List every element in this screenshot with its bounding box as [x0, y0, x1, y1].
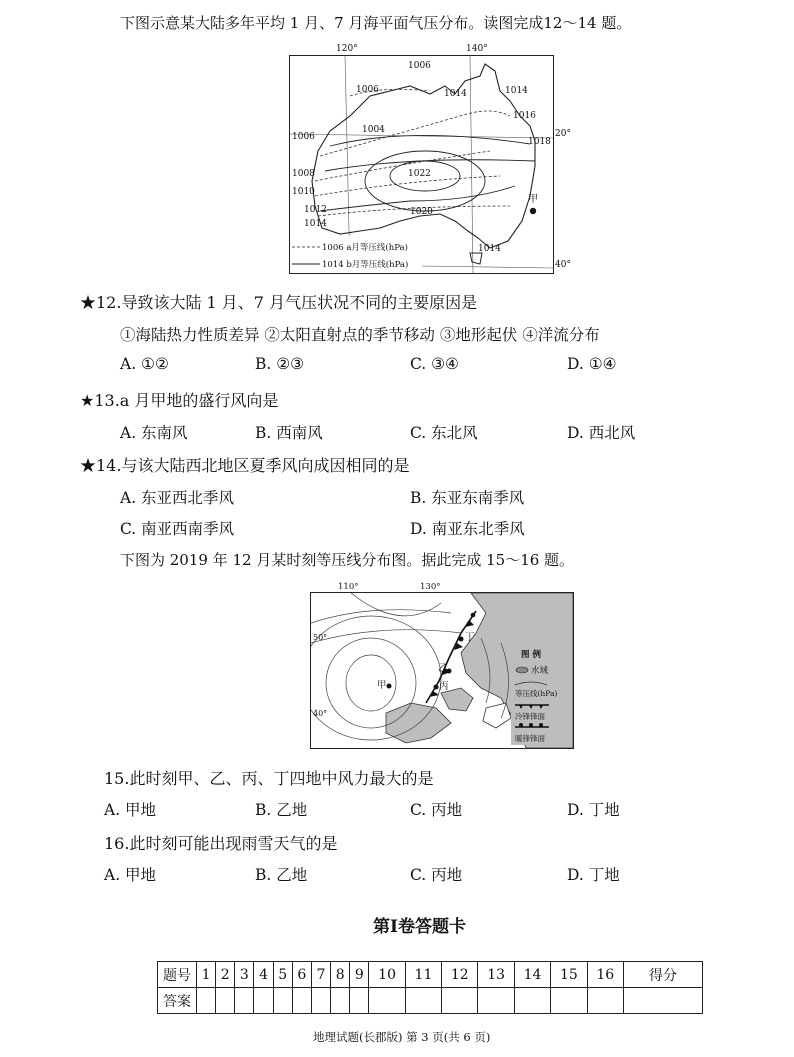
answer-card-title: 第Ⅰ卷答题卡	[373, 917, 466, 937]
east-asia-pressure-map	[310, 592, 574, 749]
answer-cell[interactable]	[197, 988, 216, 1014]
q13-option-a: A. 东南风	[120, 424, 188, 442]
answer-cell[interactable]	[311, 988, 330, 1014]
score-label: 得分	[624, 962, 703, 988]
q12-option-a: A. ①②	[120, 355, 169, 373]
lon-label-130: 130°	[420, 582, 441, 592]
lat-label-20: 20°	[555, 129, 571, 139]
answer-card-table	[157, 961, 703, 1014]
question-number-cell: 12	[442, 962, 478, 988]
question-number-cell: 16	[587, 962, 623, 988]
q13-option-b: B. 西南风	[255, 424, 323, 442]
answer-cell[interactable]	[587, 988, 623, 1014]
question-number-cell: 11	[405, 962, 441, 988]
answer-cell[interactable]	[551, 988, 587, 1014]
q15-option-b: B. 乙地	[255, 801, 308, 819]
lon-label-120: 120°	[336, 44, 358, 54]
question-number: ★14.	[80, 456, 122, 475]
question-13	[80, 388, 278, 411]
answer-card-answer-row	[158, 988, 703, 1014]
question-15	[104, 766, 433, 789]
question-number-cell: 15	[551, 962, 587, 988]
isobar-label: 1006	[356, 85, 379, 95]
isobar-1008	[315, 151, 490, 181]
row-label-number: 题号	[158, 962, 197, 988]
place-jia-dot	[530, 208, 536, 214]
question-stem: 此时刻可能出现雨雪天气的是	[129, 834, 338, 853]
q14-option-a: A. 东亚西北季风	[120, 489, 235, 507]
question-12-items: ①海陆热力性质差异 ②太阳直射点的季节移动 ③地形起伏 ④洋流分布	[120, 326, 600, 344]
answer-cell[interactable]	[369, 988, 405, 1014]
isobar-label: 1014	[505, 86, 528, 96]
isobar-label: 1014	[304, 219, 327, 229]
isobar	[311, 616, 441, 740]
continent-outline	[312, 64, 535, 248]
section2-intro: 下图为 2019 年 12 月某时刻等压线分布图。据此完成 15～16 题。	[120, 551, 575, 569]
place-ding-dot	[459, 637, 464, 642]
question-number: 15.	[104, 769, 130, 788]
isobar-label: 1014	[478, 244, 501, 254]
question-number-cell: 5	[273, 962, 292, 988]
question-stem: 此时刻甲、乙、丙、丁四地中风力最大的是	[129, 769, 434, 788]
q16-option-b: B. 乙地	[255, 866, 308, 884]
q15-option-c: C. 丙地	[410, 801, 463, 819]
lat-label-50: 50°	[313, 633, 328, 642]
question-number-cell: 13	[478, 962, 514, 988]
meridian-140	[470, 56, 473, 273]
isobar-label: 1004	[362, 125, 385, 135]
isobar	[351, 593, 441, 616]
place-yi-label: 乙	[438, 663, 448, 674]
isobar-label: 1022	[408, 169, 431, 179]
isobar-label: 1016	[513, 111, 536, 121]
isobar	[311, 630, 461, 643]
question-number-cell: 2	[216, 962, 235, 988]
question-number-cell: 10	[369, 962, 405, 988]
section1-intro: 下图示意某大陆多年平均 1 月、7 月海平面气压分布。读图完成12～14 题。	[120, 14, 632, 32]
question-stem: 与该大陆西北地区夏季风向成因相同的是	[121, 456, 410, 475]
legend-isobar: 等压线(hPa)	[515, 689, 558, 698]
answer-cell[interactable]	[442, 988, 478, 1014]
place-ding-label: 丁	[465, 632, 475, 643]
answer-card-number-row	[158, 962, 703, 988]
question-number-cell: 14	[514, 962, 550, 988]
isobar-label: 1006	[292, 132, 315, 142]
isobar-label: 1018	[528, 137, 551, 147]
isobar-label: 1006	[408, 61, 431, 71]
place-bing-dot	[434, 685, 439, 690]
question-stem: 导致该大陆 1 月、7 月气压状况不同的主要原因是	[121, 293, 478, 312]
question-number-cell: 3	[235, 962, 254, 988]
isobar-label: 1020	[410, 207, 433, 217]
page-footer: 地理试题(长郡版) 第 3 页(共 6 页)	[313, 1030, 491, 1044]
place-jia2-dot	[387, 684, 392, 689]
answer-cell[interactable]	[405, 988, 441, 1014]
legend-a-month: 1006 a月等压线(hPa)	[322, 243, 408, 253]
sea-area-bohai	[386, 703, 451, 743]
score-cell[interactable]	[624, 988, 703, 1014]
water-legend-icon	[516, 667, 528, 673]
q12-option-d: D. ①④	[567, 355, 617, 373]
question-number-cell: 1	[197, 962, 216, 988]
isobar-label: 1010	[292, 187, 315, 197]
cold-front-triangle	[465, 620, 474, 627]
question-number: 16.	[104, 834, 130, 853]
q13-option-d: D. 西北风	[567, 424, 636, 442]
q15-option-d: D. 丁地	[567, 801, 620, 819]
lat-label-40: 40°	[313, 709, 328, 718]
place-jia2-label: 甲	[377, 680, 387, 691]
answer-cell[interactable]	[514, 988, 550, 1014]
japan-island	[483, 703, 511, 728]
row-label-answer: 答案	[158, 988, 197, 1014]
question-number-cell: 9	[350, 962, 369, 988]
q15-option-a: A. 甲地	[104, 801, 157, 819]
question-16	[104, 831, 337, 854]
answer-cell[interactable]	[350, 988, 369, 1014]
q14-option-c: C. 南亚西南季风	[120, 520, 235, 538]
legend-b-month: 1014 b月等压线(hPa)	[322, 260, 409, 270]
isobar-1010	[315, 176, 500, 196]
q12-option-b: B. ②③	[255, 355, 305, 373]
australia-pressure-map	[289, 55, 554, 274]
question-number-cell: 6	[292, 962, 311, 988]
answer-cell[interactable]	[331, 988, 350, 1014]
place-bing-label: 丙	[439, 681, 449, 692]
tasmania-outline	[470, 253, 482, 264]
lon-label-110: 110°	[338, 582, 359, 592]
answer-cell[interactable]	[216, 988, 235, 1014]
answer-cell[interactable]	[292, 988, 311, 1014]
lat-label-40: 40°	[555, 260, 571, 270]
place-jia-label: 甲	[528, 194, 538, 205]
answer-cell[interactable]	[254, 988, 273, 1014]
q14-option-b: B. 东亚东南季风	[410, 489, 525, 507]
answer-cell[interactable]	[273, 988, 292, 1014]
question-number-cell: 4	[254, 962, 273, 988]
question-number: ★12.	[80, 293, 122, 312]
isobar	[346, 655, 396, 711]
q14-option-d: D. 南亚东北季风	[410, 520, 525, 538]
q13-option-c: C. 东北风	[410, 424, 478, 442]
isobar-label: 1012	[304, 205, 327, 215]
question-number-cell: 7	[311, 962, 330, 988]
isobar-label: 1014	[444, 89, 467, 99]
warm-front-dot	[471, 613, 476, 618]
answer-cell[interactable]	[478, 988, 514, 1014]
question-number-cell: 8	[331, 962, 350, 988]
legend-water: 水域	[531, 666, 549, 676]
lon-label-140: 140°	[466, 44, 488, 54]
q16-option-d: D. 丁地	[567, 866, 620, 884]
parallel-20	[290, 134, 553, 138]
q16-option-c: C. 丙地	[410, 866, 463, 884]
question-stem: a 月甲地的盛行风向是	[119, 391, 279, 410]
isobar-label: 1008	[292, 169, 315, 179]
answer-cell[interactable]	[235, 988, 254, 1014]
question-14	[80, 453, 409, 476]
question-number: ★13.	[80, 391, 120, 410]
question-12	[80, 290, 477, 313]
q16-option-a: A. 甲地	[104, 866, 157, 884]
q12-option-c: C. ③④	[410, 355, 459, 373]
legend-cold-front: 冷锋锋面	[515, 712, 545, 721]
legend-warm-front: 暖锋锋面	[515, 734, 545, 743]
legend-title: 图 例	[521, 650, 541, 660]
